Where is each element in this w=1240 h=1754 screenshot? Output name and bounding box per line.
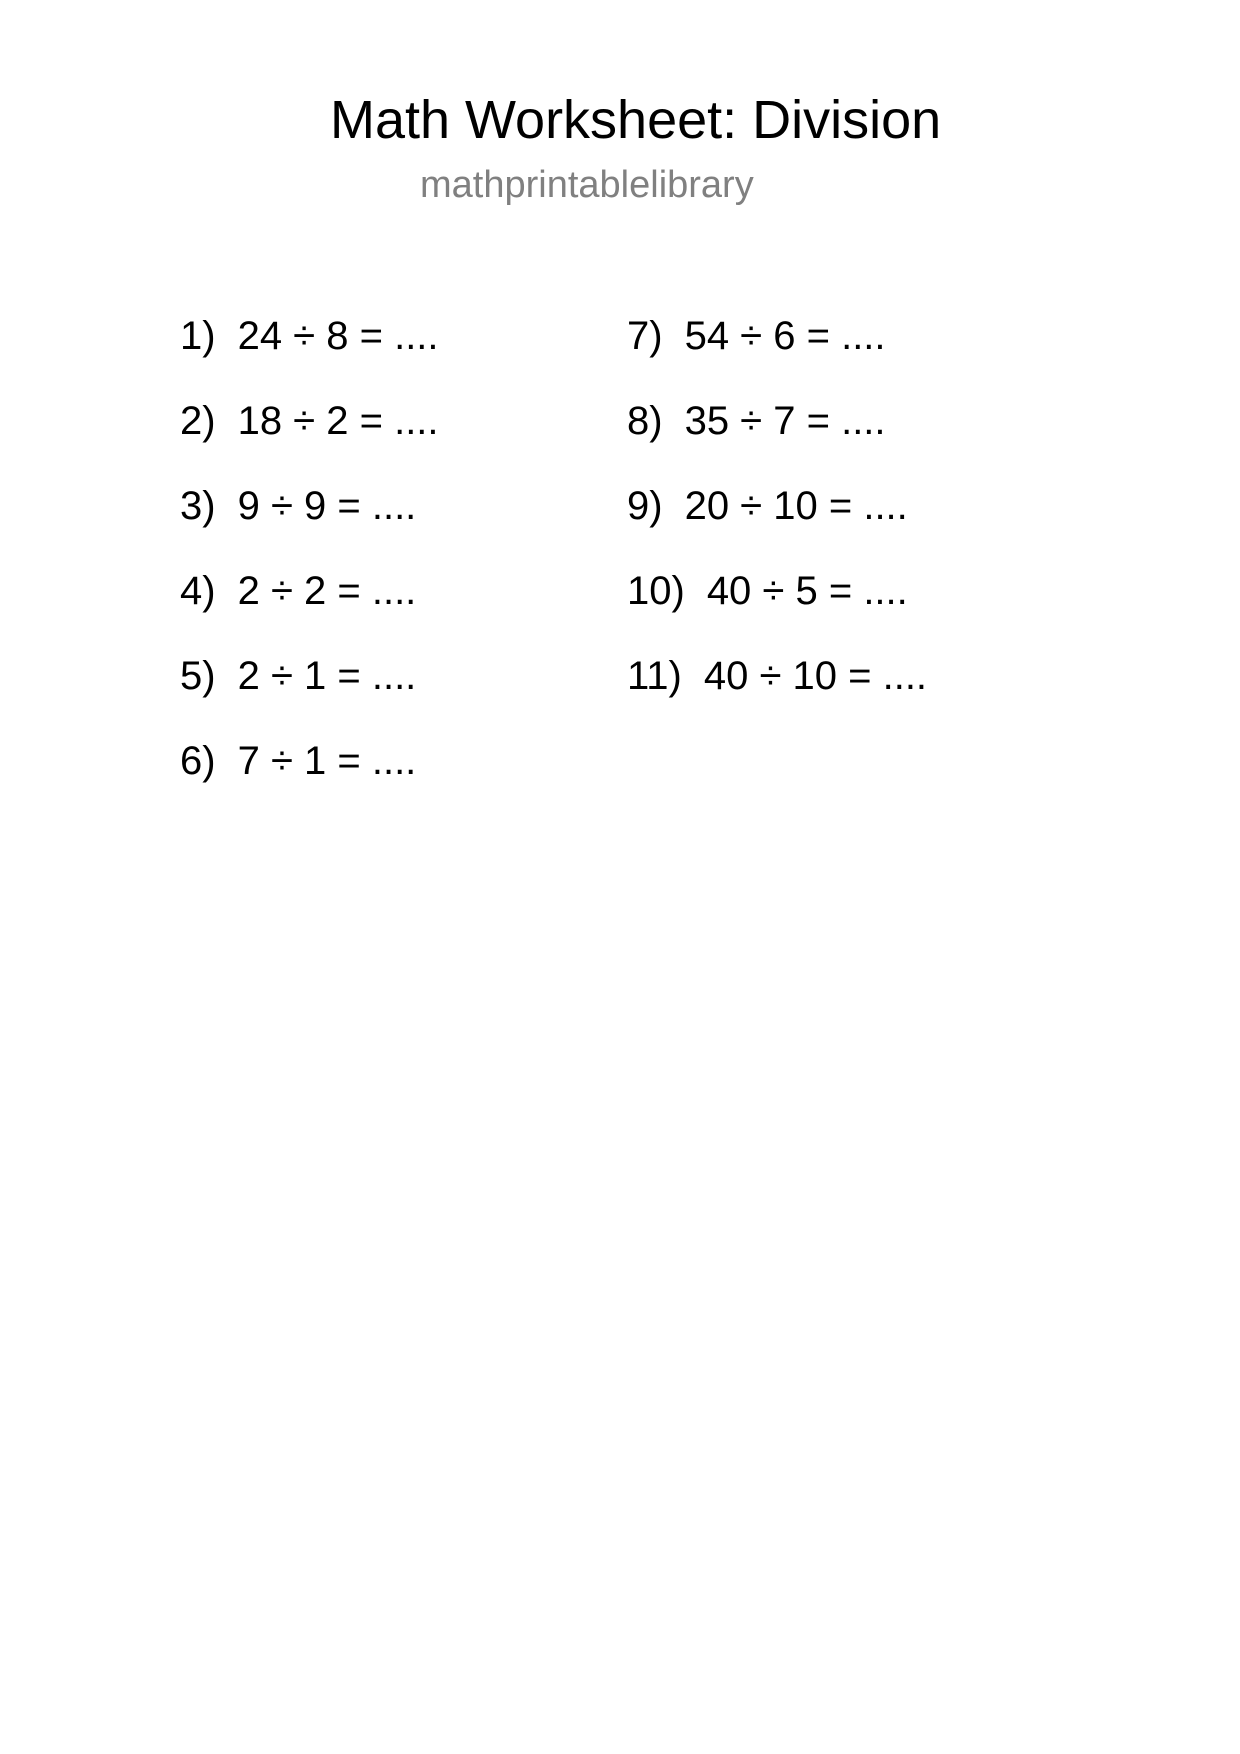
page-title: Math Worksheet: Division	[330, 90, 942, 150]
problems-column-right	[627, 310, 927, 735]
problem-expression: 24 ÷ 8 = ....	[237, 314, 439, 358]
problem-item	[180, 480, 439, 565]
problem-item	[180, 650, 439, 735]
page-subtitle: mathprintablelibrary	[420, 164, 754, 206]
problem-expression: 2 ÷ 2 = ....	[237, 569, 417, 613]
problem-number: 7)	[627, 314, 663, 358]
problem-number: 10)	[627, 569, 685, 613]
problem-item	[627, 565, 927, 650]
problem-expression: 54 ÷ 6 = ....	[684, 314, 886, 358]
problem-number: 9)	[627, 484, 663, 528]
problem-number: 1)	[180, 314, 216, 358]
problem-expression: 40 ÷ 10 = ....	[703, 654, 928, 698]
problem-item	[180, 565, 439, 650]
problem-number: 4)	[180, 569, 216, 613]
problems-column-left	[180, 310, 439, 820]
problem-number: 3)	[180, 484, 216, 528]
problem-item	[627, 395, 927, 480]
problem-expression: 18 ÷ 2 = ....	[237, 399, 439, 443]
problem-item	[627, 310, 927, 395]
problem-expression: 2 ÷ 1 = ....	[237, 654, 417, 698]
problem-expression: 20 ÷ 10 = ....	[684, 484, 908, 528]
problem-number: 11)	[627, 654, 682, 698]
problem-number: 2)	[180, 399, 216, 443]
problem-item	[627, 650, 927, 735]
problem-expression: 35 ÷ 7 = ....	[684, 399, 886, 443]
problem-expression: 9 ÷ 9 = ....	[237, 484, 417, 528]
problem-expression: 7 ÷ 1 = ....	[237, 739, 417, 783]
problem-item	[180, 735, 439, 820]
problem-expression: 40 ÷ 5 = ....	[706, 569, 908, 613]
problem-number: 8)	[627, 399, 663, 443]
problem-number: 6)	[180, 739, 216, 783]
problem-item	[627, 480, 927, 565]
problem-number: 5)	[180, 654, 216, 698]
problem-item	[180, 310, 439, 395]
problem-item	[180, 395, 439, 480]
